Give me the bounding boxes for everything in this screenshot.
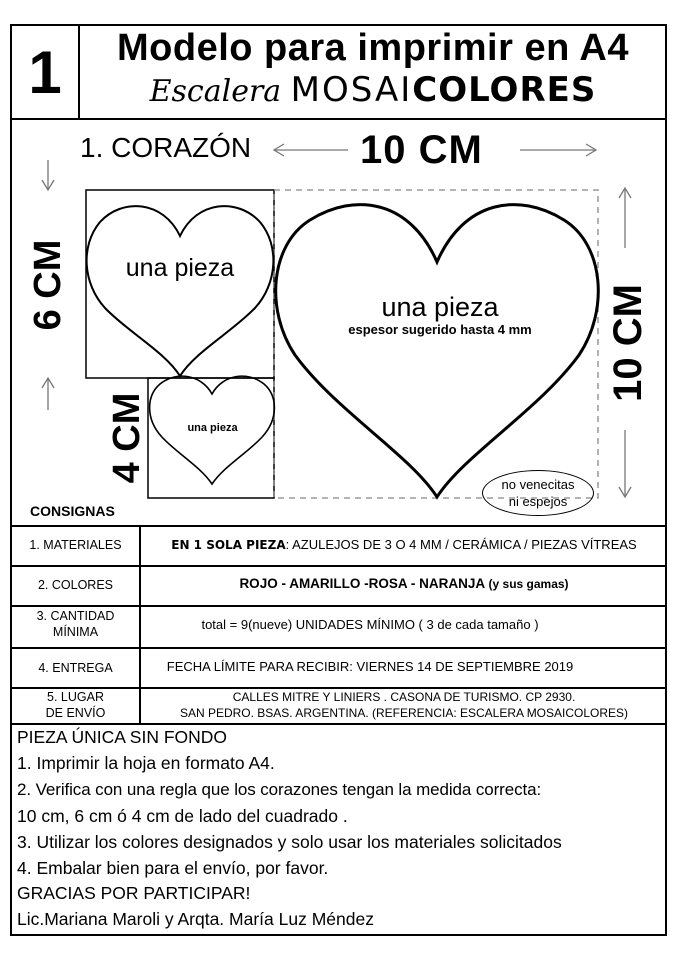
table-label-materiales: 1. MATERIALES [29,538,122,552]
table-label-lugar [12,689,139,721]
table-value-cantidad: total = 9(nueve) UNIDADES MÍNIMO ( 3 de cada tamaño ) [201,617,539,632]
table-bottom-border [10,723,667,725]
colores-rest: (y sus gamas) [485,577,569,591]
dimension-label-4cm: 4 CM [106,392,148,484]
note-line-2: ni espejos [508,494,568,509]
table-row-divider [10,605,667,607]
heart-small-label: una pieza [187,422,238,434]
dimension-label-6cm: 6 CM [27,239,69,331]
square-large-dashed [274,190,598,498]
heart-medium [87,206,274,376]
dimension-arrow-right-up [619,188,631,248]
dimension-arrow-left-down [42,160,54,190]
instructions-heading: PIEZA ÚNICA SIN FONDO [17,727,228,747]
note-line-1: no venecitas [501,477,575,492]
heart-medium-label: una pieza [125,254,235,282]
heart-large-label: una pieza [381,292,499,322]
table-top-border [10,525,667,527]
instruction-step-2b: 10 cm, 6 cm ó 4 cm de lado del cuadrado . [17,806,348,826]
note-oval [482,470,594,516]
dimension-arrow-top-right [520,144,596,156]
table-label-entrega: 4. ENTREGA [38,661,113,675]
materiales-rest: : AZULEJOS DE 3 O 4 MM / CERÁMICA / PIEZAS VÍTREAS [285,537,637,552]
dimension-top-label: 10 CM [360,128,483,172]
dimension-arrow-left-up [42,378,54,410]
cantidad-label-line-2: MÍNIMA [52,625,99,639]
heart-large-sublabel: espesor sugerido hasta 4 mm [348,322,532,337]
page-title: Modelo para imprimir en A4 [116,27,630,69]
instruction-step-1: 1. Imprimir la hoja en formato A4. [17,753,275,773]
table-value-materiales [142,537,666,552]
subtitle-bold: COLORES [412,70,597,110]
signature-text: Lic.Mariana Maroli y Arqta. María Luz Méndez [17,909,374,929]
cantidad-label-line-1: 3. CANTIDAD [36,609,115,623]
colores-bold: ROJO - AMARILLO -ROSA - NARANJA [239,576,486,591]
lugar-label-line-2: DE ENVÍO [45,706,106,720]
subtitle-thin: MOSAI [290,70,413,110]
materiales-bold: EN 1 SOLA PIEZA [171,538,286,552]
heart-large [276,205,599,497]
table-label-colores: 2. COLORES [37,578,114,592]
table-row-divider [10,565,667,567]
instruction-step-2a: 2. Verifica con una regla que los corazones tengan la medida correcta: [17,780,542,799]
dimension-arrow-right-down [619,430,631,497]
table-value-entrega: FECHA LÍMITE PARA RECIBIR: VIERNES 14 DE SEPTIEMBRE 2019 [166,659,574,674]
section-title: 1. CORAZÓN [80,132,252,163]
lugar-value-line-2: SAN PEDRO. BSAS. ARGENTINA. (REFERENCIA: ESCALERA MOSAICOLORES) [179,706,629,720]
page-number: 1 [28,38,62,106]
table-value-colores [142,576,666,591]
table-value-lugar [142,689,666,721]
table-column-divider [139,525,141,724]
subtitle-script: Escalera [149,74,282,109]
instruction-step-3: 3. Utilizar los colores designados y solo usar los materiales solicitados [17,832,562,852]
table-label-cantidad [12,608,139,640]
instruction-step-4: 4. Embalar bien para el envío, por favor. [17,858,329,878]
table-row-divider [10,647,667,649]
square-medium [86,190,274,378]
thanks-text: GRACIAS POR PARTICIPAR! [17,883,251,903]
square-small [148,378,274,498]
dimension-label-right-10cm: 10 CM [606,284,650,402]
dimension-arrow-top-left [274,144,348,156]
lugar-label-line-1: 5. LUGAR [47,690,104,704]
consignas-heading: CONSIGNAS [30,503,115,519]
lugar-value-line-1: CALLES MITRE Y LINIERS . CASONA DE TURISMO. CP 2930. [232,690,576,704]
